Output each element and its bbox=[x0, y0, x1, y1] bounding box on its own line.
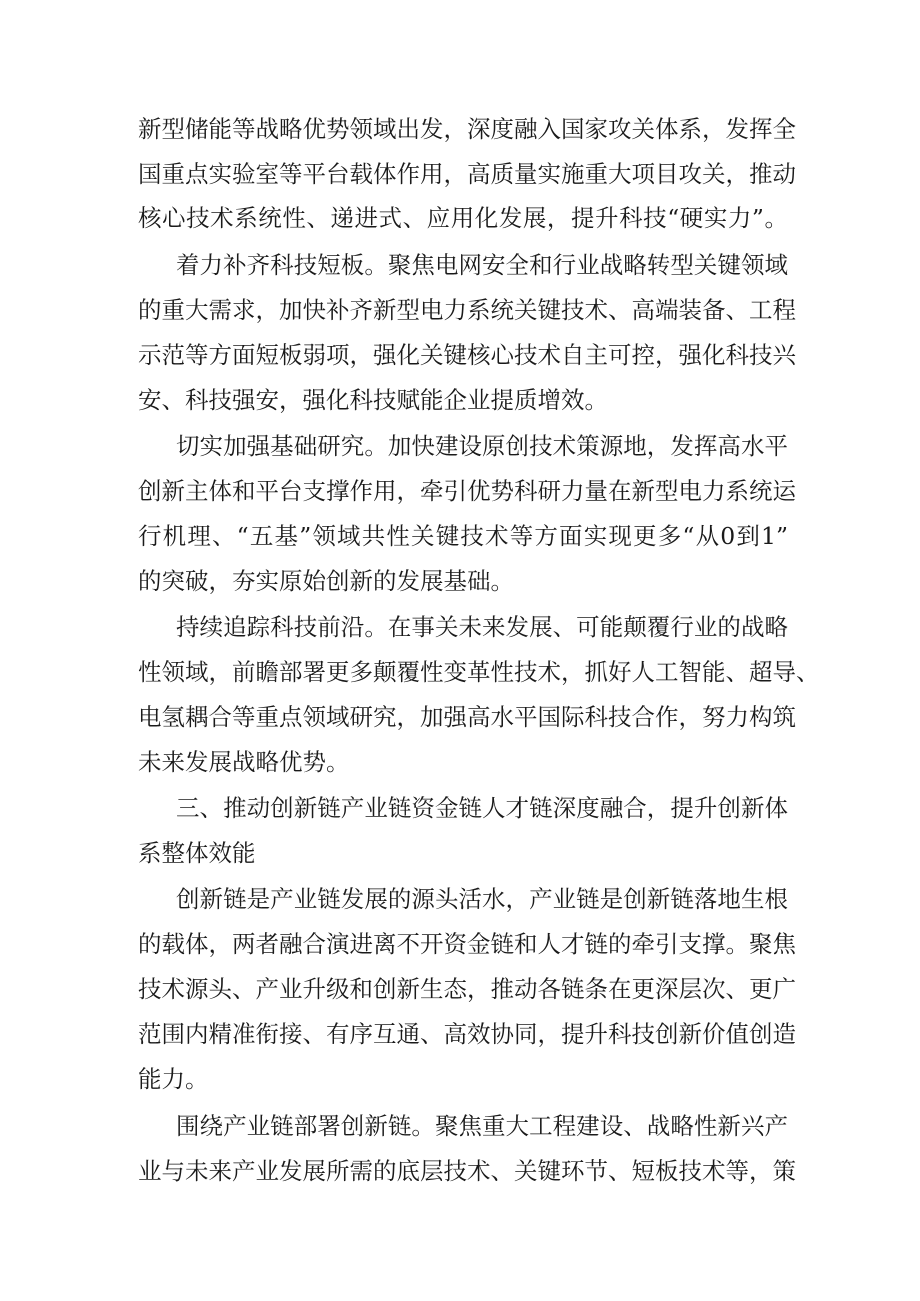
section-heading-line: 三、推动创新链产业链资金链人才链深度融合，提升创新体 bbox=[176, 794, 788, 822]
text-line: 创新主体和平台支撑作用，牵引优势科研力量在新型电力系统运 bbox=[138, 477, 796, 505]
text-line: 的载体，两者融合演进离不开资金链和人才链的牵引支撑。聚焦 bbox=[138, 930, 796, 958]
paragraph-heading-line: 围绕产业链部署创新链。聚焦重大工程建设、战略性新兴产 bbox=[176, 1112, 788, 1140]
text-line: 性领域，前瞻部署更多颠覆性变革性技术，抓好人工智能、超导、 bbox=[138, 658, 820, 686]
text-line: 国重点实验室等平台载体作用，高质量实施重大项目攻关，推动 bbox=[138, 160, 796, 188]
text-line: 能力。 bbox=[138, 1065, 209, 1093]
text-line: 范围内精准衔接、有序互通、高效协同，提升科技创新价值创造 bbox=[138, 1020, 796, 1048]
text-line: 未来发展战略优势。 bbox=[138, 748, 350, 776]
section-heading-line: 系整体效能 bbox=[138, 839, 256, 867]
text-line: 的突破，夯实原始创新的发展基础。 bbox=[138, 567, 514, 595]
text-line: 的重大需求，加快补齐新型电力系统关键技术、高端装备、工程 bbox=[138, 296, 796, 324]
text-line: 核心技术系统性、递进式、应用化发展，提升科技“硬实力”。 bbox=[138, 204, 788, 232]
text-line: 技术源头、产业升级和创新生态，推动各链条在更深层次、更广 bbox=[138, 975, 796, 1003]
text-line: 电氢耦合等重点领域研究，加强高水平国际科技合作，努力构筑 bbox=[138, 703, 796, 731]
paragraph-heading-line: 持续追踪科技前沿。在事关未来发展、可能颠覆行业的战略 bbox=[176, 613, 788, 641]
text-line: 安、科技强安，强化科技赋能企业提质增效。 bbox=[138, 386, 608, 414]
paragraph-heading-line: 切实加强基础研究。加快建设原创技术策源地，发挥高水平 bbox=[176, 432, 788, 460]
paragraph-line: 创新链是产业链发展的源头活水，产业链是创新链落地生根 bbox=[176, 885, 788, 913]
text-line: 业与未来产业发展所需的底层技术、关键环节、短板技术等，策 bbox=[138, 1157, 796, 1185]
text-line: 行机理、“五基”领域共性关键技术等方面实现更多“从0到1” bbox=[138, 522, 788, 550]
paragraph-heading-line: 着力补齐科技短板。聚焦电网安全和行业战略转型关键领域 bbox=[176, 251, 788, 279]
text-line: 示范等方面短板弱项，强化关键核心技术自主可控，强化科技兴 bbox=[138, 341, 796, 369]
text-line: 新型储能等战略优势领域出发，深度融入国家攻关体系，发挥全 bbox=[138, 115, 796, 143]
